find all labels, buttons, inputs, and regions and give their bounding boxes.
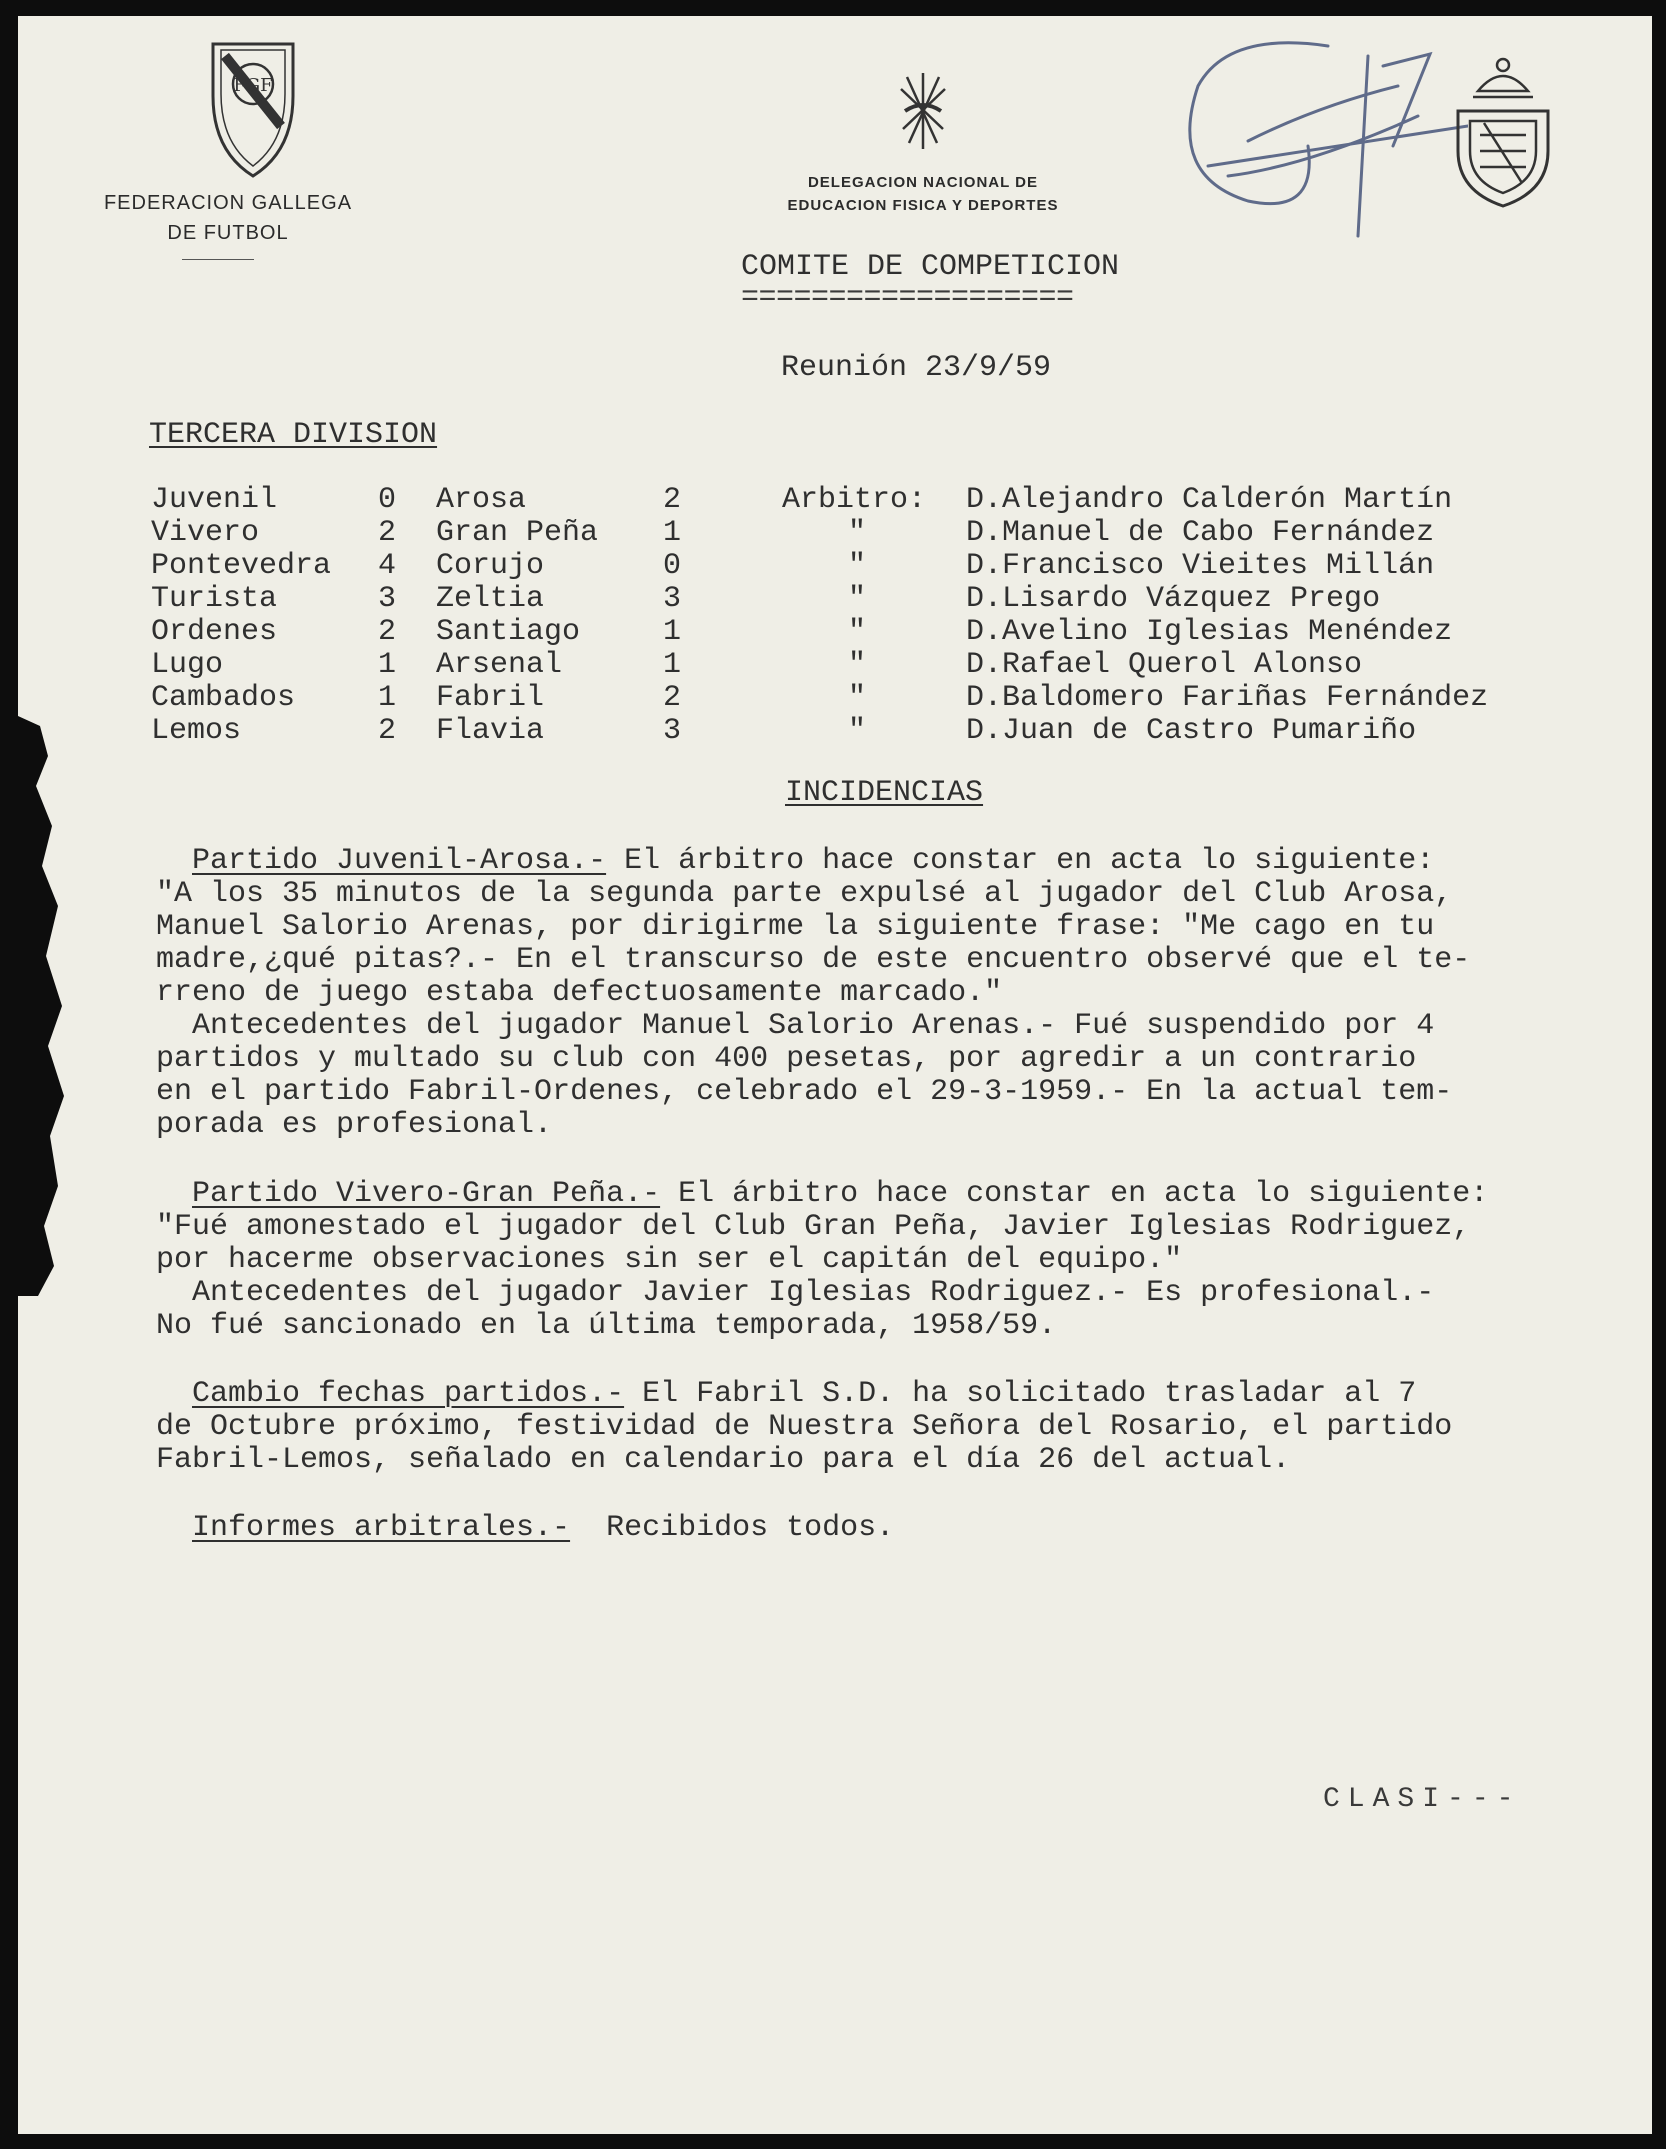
incident-text: "A los 35 minutos de la segunda parte expulsé al jugador del Club Arosa, [156,877,1453,911]
ditto-mark: " [848,648,867,682]
home-score: 0 [378,483,397,517]
ditto-mark: " [848,549,867,583]
ditto-mark: " [848,615,867,649]
incident-text: Recibidos todos. [570,1511,895,1545]
home-score: 4 [378,549,397,583]
home-score: 3 [378,582,397,616]
referee-name: D.Lisardo Vázquez Prego [966,582,1381,616]
committee-title: COMITE DE COMPETICION [741,250,1120,284]
meeting-date: Reunión 23/9/59 [781,351,1052,385]
federation-name [78,188,378,248]
incident-text: El Fabril S.D. ha solicitado trasladar al 7 [624,1377,1417,1411]
home-score: 2 [378,615,397,649]
federation-name-line1: FEDERACION GALLEGA [103,192,353,214]
incident-juvenil-arosa [156,845,1656,1142]
referee-name: D.Manuel de Cabo Fernández [966,516,1435,550]
incident-text: El árbitro hace constar en acta lo siguiente: [606,844,1435,878]
away-team: Flavia [436,714,545,748]
home-score: 1 [378,681,397,715]
incident-text: rreno de juego estaba defectuosamente marcado." [156,976,1003,1010]
incident-text: El árbitro hace constar en acta lo siguiente: [660,1177,1489,1211]
svg-text:FGF: FGF [233,75,273,96]
incident-text: Antecedentes del jugador Javier Iglesias Rodriguez.- Es profesional.- [192,1276,1435,1310]
away-team: Arosa [436,483,527,517]
referee-reports [156,1512,1656,1545]
away-team: Corujo [436,549,545,583]
title-double-rule: =================== [741,281,1074,315]
away-score: 3 [663,582,682,616]
incident-text: No fué sancionado en la última temporada, 1958/59. [156,1309,1057,1343]
torn-edge [18,716,88,1296]
incident-text: madre,¿qué pitas?.- En el transcurso de este encuentro observé que el te- [156,943,1471,977]
referee-label: Arbitro: [782,483,927,517]
home-team: Turista [151,582,278,616]
incidencias-heading: INCIDENCIAS [785,776,984,810]
home-team: Cambados [151,681,296,715]
delegation-line2: EDUCACION FISICA Y DEPORTES [787,197,1059,214]
incident-heading: Informes arbitrales.- [192,1511,571,1545]
crowned-crest-icon [1448,51,1558,211]
away-team: Zeltia [436,582,545,616]
away-score: 3 [663,714,682,748]
incident-text: partidos y multado su club con 400 pesetas, por agredir a un contrario [156,1042,1417,1076]
incident-text: en el partido Fabril-Ordenes, celebrado el 29-3-1959.- En la actual tem- [156,1075,1453,1109]
ditto-mark: " [848,516,867,550]
delegation-line1: DELEGACION NACIONAL DE [807,174,1039,191]
incident-text: Fabril-Lemos, señalado en calendario para el día 26 del actual. [156,1443,1291,1477]
home-team: Lugo [151,648,224,682]
referee-name: D.Juan de Castro Pumariño [966,714,1417,748]
home-score: 2 [378,516,397,550]
away-team: Gran Peña [436,516,599,550]
away-team: Fabril [436,681,545,715]
incident-heading: Cambio fechas partidos.- [192,1377,625,1411]
away-score: 1 [663,648,682,682]
delegation-name [758,171,1088,217]
incident-text: de Octubre próximo, festividad de Nuestra Señora del Rosario, el partido [156,1410,1453,1444]
ditto-mark: " [848,714,867,748]
referee-name: D.Rafael Querol Alonso [966,648,1363,682]
away-score: 2 [663,681,682,715]
incident-text: por hacerme observaciones sin ser el capitán del equipo." [156,1243,1183,1277]
referee-name: D.Francisco Vieites Millán [966,549,1435,583]
referee-name: D.Baldomero Fariñas Fernández [966,681,1489,715]
division-heading: TERCERA DIVISION [149,418,438,452]
home-score: 1 [378,648,397,682]
federation-name-line2: DE FUTBOL [167,222,289,244]
yoke-and-arrows-icon [893,71,953,151]
incident-text: Manuel Salorio Arenas, por dirigirme la siguiente frase: "Me cago en tu [156,910,1435,944]
incident-heading: Partido Vivero-Gran Peña.- [192,1177,661,1211]
home-score: 2 [378,714,397,748]
away-score: 1 [663,516,682,550]
federation-rule [182,259,254,260]
handwritten-signature [1168,26,1468,256]
away-team: Arsenal [436,648,563,682]
ditto-mark: " [848,582,867,616]
federation-shield-icon [203,36,303,181]
home-team: Lemos [151,714,242,748]
continuation-footer: CLASI--- [1323,1784,1522,1815]
home-team: Vivero [151,516,260,550]
incident-text: porada es profesional. [156,1108,553,1142]
referee-name: D.Alejandro Calderón Martín [966,483,1453,517]
away-score: 2 [663,483,682,517]
home-team: Pontevedra [151,549,332,583]
home-team: Ordenes [151,615,278,649]
document-page [18,16,1652,2134]
incident-text: Antecedentes del jugador Manuel Salorio Arenas.- Fué suspendido por 4 [192,1009,1435,1043]
incident-vivero-gran-pena [156,1178,1656,1343]
ditto-mark: " [848,681,867,715]
away-score: 1 [663,615,682,649]
match-date-change [156,1378,1656,1477]
away-team: Santiago [436,615,581,649]
away-score: 0 [663,549,682,583]
referee-name: D.Avelino Iglesias Menéndez [966,615,1453,649]
home-team: Juvenil [151,483,278,517]
incident-heading: Partido Juvenil-Arosa.- [192,844,607,878]
incident-text: "Fué amonestado el jugador del Club Gran Peña, Javier Iglesias Rodriguez, [156,1210,1471,1244]
